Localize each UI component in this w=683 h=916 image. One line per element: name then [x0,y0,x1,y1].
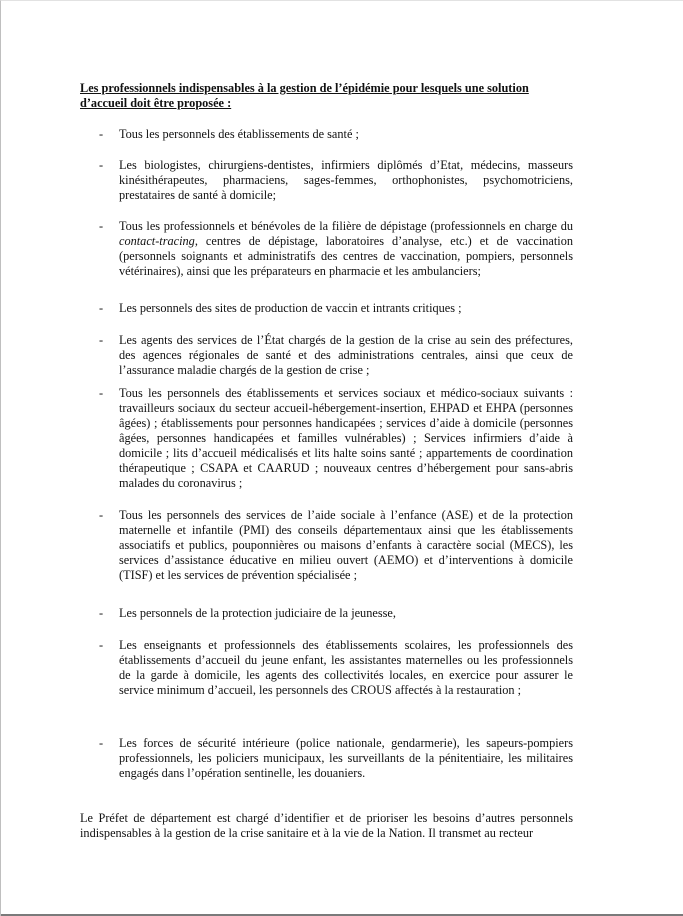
list-item [99,736,573,781]
text-segment: , centres de dépistage, laboratoires d’analyse, etc.) et de vaccination (personnels soignants et administratifs des centres de vaccination, pompiers, personnels vétérinaires), ainsi que les préparateurs en pharmacie et les ambulanciers; [119,234,573,278]
list-item [99,219,573,279]
bullet-dash: - [99,606,104,620]
list-item [99,508,573,583]
bullet-dash: - [99,638,104,652]
bullet-dash: - [99,333,104,347]
italic-term: contact-tracing [119,234,195,248]
list-item-text: Les personnels des sites de production de vaccin et intrants critiques ; [119,301,462,315]
list-item [99,606,573,621]
list-item-text: Les agents des services de l’État chargés de la gestion de la crise au sein des préfectures, des agences régionales de santé et des administrations centrales, ainsi que ceux de l’assurance maladie chargés de la gestion de crise ; [119,333,573,377]
list-item [99,386,573,491]
list-item-text [119,219,573,279]
list-item [99,333,573,378]
list-item-text: Les forces de sécurité intérieure (police nationale, gendarmerie), les sapeurs-pompiers professionnels, les policiers municipaux, les surveillants de la pénitentiaire, les militaires engagés dans l’opération sentinelle, les douaniers. [119,736,573,780]
list-item [99,127,573,142]
bullet-dash: - [99,158,104,172]
bullet-dash: - [99,301,104,315]
list-item [99,638,573,698]
list-item-text: Tous les personnels des services de l’aide sociale à l’enfance (ASE) et de la protection maternelle et infantile (PMI) des conseils départementaux ainsi que les établissements associatifs et publics, pouponnières ou maisons d’enfants à caractère social (MECS), les services d’assistance éducative en milieu ouvert (AEMO) et d’interventions à domicile (TISF) et les services de prévention spécialisée ; [119,508,573,582]
list-item-text: Les personnels de la protection judiciaire de la jeunesse, [119,606,396,620]
bullet-dash: - [99,736,104,750]
text-segment: Tous les professionnels et bénévoles de la filière de dépistage (professionnels en charge du [119,219,573,233]
bullet-dash: - [99,508,104,522]
closing-paragraph: Le Préfet de département est chargé d’identifier et de prioriser les besoins d’autres personnels indispensables à la gestion de la crise sanitaire et à la vie de la Nation. Il transmet au recteur [80,811,573,840]
bullet-dash: - [99,219,104,233]
list-item [99,158,573,203]
bullet-dash: - [99,386,104,400]
list-item-text: Les biologistes, chirurgiens-dentistes, infirmiers diplômés d’Etat, médecins, masseurs kinésithérapeutes, pharmaciens, sages-femmes, orthophonistes, psychomotriciens, prestataires de santé à domicile; [119,158,573,202]
bullet-dash: - [99,127,104,141]
list-item [99,301,573,316]
section-heading: Les professionnels indispensables à la gestion de l’épidémie pour lesquels une solution d’accueil doit être proposée : [80,81,529,110]
list-item-text: Les enseignants et professionnels des établissements scolaires, les professionnels des établissements d’accueil du jeune enfant, les assistantes maternelles ou les professionnels de la garde à domicile, les agents des collectivités locales, en exercice pour assurer le service minimum d’accueil, les personnels des CROUS affectés à la restauration ; [119,638,573,697]
list-item-text: Tous les personnels des établissements et services sociaux et médico-sociaux suivants : travailleurs sociaux du secteur accueil-hébergement-insertion, EHPAD et EHPA (personnes âgées) ; établissements pour personnes handicapées ; services d’aide à domicile (personnes âgées, personnes handicapées et familles vulnérables) ; Services infirmiers d’aide à domicile ; lits d’accueil médicalisés et lits halte soins santé ; appartements de coordination thérapeutique ; CSAPA et CAARUD ; nouveaux centres d’hébergement pour sans-abris malades du coronavirus ; [119,386,573,490]
list-item-text: Tous les personnels des établissements de santé ; [119,127,359,141]
